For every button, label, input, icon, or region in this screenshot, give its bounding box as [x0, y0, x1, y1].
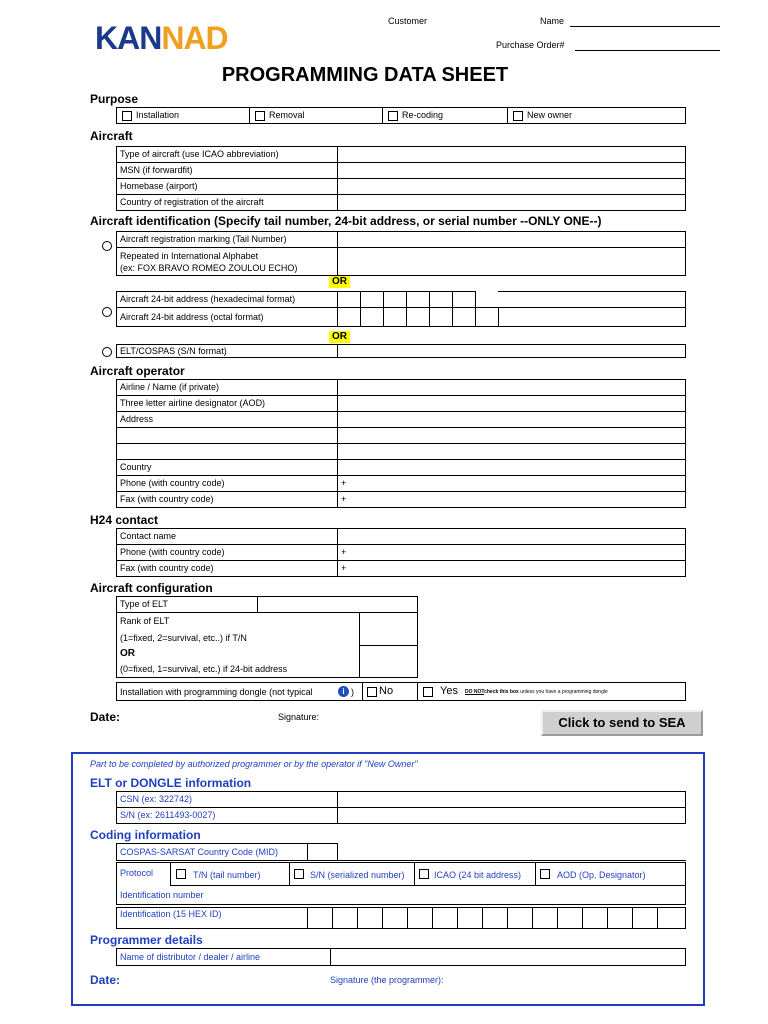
tail-number-input[interactable] — [338, 232, 686, 248]
alphabet-line-2: (ex: FOX BRAVO ROMEO ZOULOU ECHO) — [120, 263, 298, 273]
elt-table — [116, 344, 686, 358]
homebase-input[interactable] — [338, 179, 686, 195]
yes-label: Yes — [440, 685, 458, 697]
do-not-text: DO NOT — [465, 689, 485, 695]
hex-id-cell[interactable] — [407, 908, 430, 928]
purpose-removal[interactable] — [250, 108, 383, 124]
rank-line-2: (1=fixed, 2=survival, etc..) if T/N — [120, 633, 247, 643]
purpose-heading: Purpose — [90, 92, 139, 106]
row-label: Phone (with country code) — [117, 545, 338, 561]
name-label: Name — [540, 16, 565, 26]
protocol-label: Protocol — [120, 868, 154, 878]
protocol-aod-label: AOD (Op. Designator) — [557, 870, 646, 880]
address-table — [116, 291, 686, 327]
rank-24bit-input[interactable] — [359, 645, 418, 677]
or-marker-2: OR — [329, 331, 350, 343]
kannad-logo — [95, 20, 228, 63]
divider — [289, 863, 290, 885]
elt-type-table — [116, 596, 418, 613]
protocol-aod-checkbox[interactable] — [540, 869, 550, 879]
row-label: ELT/COSPAS (S/N format) — [117, 345, 338, 358]
country-input[interactable] — [338, 460, 686, 476]
aircraft-heading: Aircraft — [90, 129, 133, 143]
operator-heading: Aircraft operator — [90, 364, 185, 378]
row-label: Address — [117, 412, 338, 428]
oct-cell[interactable] — [498, 308, 686, 327]
spacer — [338, 844, 687, 861]
oct-cell[interactable] — [476, 308, 499, 327]
option-label: New owner — [527, 110, 573, 120]
warning-rest: unless you have a programming dongle — [518, 689, 608, 695]
row-label: Phone (with country code) — [117, 476, 338, 492]
option-label: Installation — [136, 110, 180, 120]
purpose-new-owner[interactable] — [508, 108, 686, 124]
alphabet-line-1: Repeated in International Alphabet — [120, 251, 259, 261]
hex-cell[interactable] — [407, 292, 430, 308]
hex-cell[interactable] — [430, 292, 453, 308]
divider — [414, 863, 415, 885]
oct-cell[interactable] — [407, 308, 430, 327]
hex-id-label: Identification (15 HEX ID) — [120, 909, 222, 919]
hex-id-cell[interactable] — [357, 908, 380, 928]
address-input-2[interactable] — [338, 428, 686, 444]
sn-input[interactable] — [338, 808, 686, 824]
elt-sn-input[interactable] — [338, 345, 686, 358]
logo-text-nad: NAD — [161, 20, 228, 56]
h24-heading: H24 contact — [90, 513, 159, 527]
oct-cell[interactable] — [384, 308, 407, 327]
option-label: Removal — [269, 110, 305, 120]
programmer-date-label: Date: — [90, 973, 121, 987]
spacer — [498, 292, 686, 308]
country-registration-input[interactable] — [338, 195, 686, 211]
mid-table — [116, 843, 686, 861]
hex-id-cell[interactable] — [582, 908, 605, 928]
hex-id-cell[interactable] — [607, 908, 630, 928]
msn-input[interactable] — [338, 163, 686, 179]
no-label: No — [379, 685, 394, 697]
rank-tn-input[interactable] — [359, 613, 418, 646]
hex-id-cell[interactable] — [457, 908, 480, 928]
h24-table — [116, 528, 686, 577]
row-label: S/N (ex: 2611493-0027) — [117, 808, 338, 824]
purpose-recoding[interactable] — [383, 108, 508, 124]
dongle-warning — [465, 689, 608, 695]
address-input[interactable] — [338, 412, 686, 428]
fax-input[interactable]: + — [338, 492, 686, 508]
hex-id-cell[interactable] — [657, 908, 680, 928]
protocol-box — [116, 862, 686, 905]
hex-id-row — [116, 907, 686, 929]
hex-id-cell[interactable] — [632, 908, 655, 928]
rank-line-1: Rank of ELT — [120, 616, 170, 626]
page-title: PROGRAMMING DATA SHEET — [221, 64, 509, 86]
protocol-options — [170, 863, 686, 886]
row-label: Name of distributor / dealer / airline — [117, 949, 331, 966]
identification-heading: Aircraft identification (Specify tail number, 24-bit address, or serial number --ONLY ONE--) — [90, 214, 602, 228]
row-label: Fax (with country code) — [117, 561, 338, 577]
divider — [362, 683, 363, 700]
row-label: Aircraft 24-bit address (octal format) — [117, 308, 338, 327]
oct-cell[interactable] — [453, 308, 476, 327]
row-label: Type of ELT — [117, 597, 258, 613]
signature-label: Signature: — [278, 712, 320, 722]
alphabet-input[interactable] — [338, 248, 686, 276]
dongle-no-checkbox[interactable] — [367, 687, 377, 697]
elt-info-table — [116, 791, 686, 824]
row-label: Country of registration of the aircraft — [117, 195, 338, 211]
aircraft-table — [116, 146, 686, 211]
address-input-3[interactable] — [338, 444, 686, 460]
row-label: Fax (with country code) — [117, 492, 338, 508]
or-marker-1: OR — [329, 276, 350, 288]
row-label: Aircraft registration marking (Tail Number) — [117, 232, 338, 248]
checkbox[interactable] — [513, 111, 523, 121]
checkbox[interactable] — [255, 111, 265, 121]
purpose-table — [116, 107, 686, 124]
row-label: Airline / Name (if private) — [117, 380, 338, 396]
dongle-close: ) — [351, 687, 354, 697]
rank-line-3: (0=fixed, 1=survival, etc.) if 24-bit address — [120, 664, 288, 674]
protocol-sn-checkbox[interactable] — [294, 869, 304, 879]
distributor-input[interactable] — [331, 949, 686, 966]
hex-id-cell[interactable] — [482, 908, 505, 928]
dongle-yes-checkbox[interactable] — [423, 687, 433, 697]
protocol-icao-checkbox[interactable] — [419, 869, 429, 879]
dongle-label: Installation with programming dongle (not typical — [120, 687, 313, 697]
elt-dongle-heading: ELT or DONGLE information — [90, 776, 252, 790]
config-heading: Aircraft configuration — [90, 581, 213, 595]
row-label — [117, 428, 338, 444]
radio-elt-cospas[interactable] — [102, 347, 112, 357]
contact-phone-input[interactable]: + — [338, 545, 686, 561]
protocol-tn-checkbox[interactable] — [176, 869, 186, 879]
programmer-heading: Programmer details — [90, 933, 203, 947]
aircraft-type-input[interactable] — [338, 147, 686, 163]
row-label: CSN (ex: 322742) — [117, 792, 338, 808]
customer-label: Customer — [388, 16, 428, 26]
phone-input[interactable]: + — [338, 476, 686, 492]
po-label: Purchase Order# — [496, 40, 565, 50]
row-label: Aircraft 24-bit address (hexadecimal format) — [117, 292, 338, 308]
protocol-sn-label: S/N (serialized number) — [310, 870, 405, 880]
divider — [417, 683, 418, 700]
row-label — [117, 444, 338, 460]
oct-cell[interactable] — [430, 308, 453, 327]
row-label: Contact name — [117, 529, 338, 545]
hex-id-cell[interactable] — [332, 908, 355, 928]
date-label: Date: — [90, 710, 121, 724]
row-label: Homebase (airport) — [117, 179, 338, 195]
hex-id-cell[interactable] — [532, 908, 555, 928]
checkbox[interactable] — [388, 111, 398, 121]
checkbox[interactable] — [122, 111, 132, 121]
alphabet-label — [117, 248, 338, 276]
contact-name-input[interactable] — [338, 529, 686, 545]
name-line[interactable] — [570, 26, 720, 27]
distributor-table — [116, 948, 686, 966]
hex-cell[interactable] — [338, 292, 361, 308]
row-label: MSN (if forwardfit) — [117, 163, 338, 179]
tail-table — [116, 231, 686, 276]
row-label: Country — [117, 460, 338, 476]
id-number-label: Identification number — [120, 890, 204, 900]
rank-box — [116, 612, 418, 678]
rank-or: OR — [120, 648, 135, 659]
protocol-tn-label: T/N (tail number) — [193, 870, 261, 880]
programmer-note: Part to be completed by authorized programmer or by the operator if "New Owner" — [90, 759, 418, 769]
contact-fax-input[interactable]: + — [338, 561, 686, 577]
dongle-row — [116, 682, 686, 701]
divider — [535, 863, 536, 885]
hex-id-cell[interactable] — [557, 908, 580, 928]
spacer — [476, 292, 499, 308]
mid-input[interactable] — [308, 844, 338, 861]
oct-cell[interactable] — [361, 308, 384, 327]
purpose-installation[interactable] — [117, 108, 250, 124]
hex-id-cell[interactable] — [432, 908, 455, 928]
send-to-sea-button[interactable]: Click to send to SEA — [541, 710, 703, 736]
hex-id-cell[interactable] — [307, 908, 330, 928]
hex-cell[interactable] — [384, 292, 407, 308]
row-label: Type of aircraft (use ICAO abbreviation) — [117, 147, 338, 163]
radio-tail-number[interactable] — [102, 241, 112, 251]
aod-input[interactable] — [338, 396, 686, 412]
csn-input[interactable] — [338, 792, 686, 808]
elt-type-input[interactable] — [258, 597, 418, 613]
coding-heading: Coding information — [90, 828, 201, 842]
logo-text-kan: KAN — [95, 20, 162, 56]
oct-cell[interactable] — [338, 308, 361, 327]
warning-text: check this box — [484, 689, 519, 695]
hex-cell[interactable] — [361, 292, 384, 308]
po-line[interactable] — [575, 50, 720, 51]
radio-24bit-address[interactable] — [102, 307, 112, 317]
row-label: Three letter airline designator (AOD) — [117, 396, 338, 412]
protocol-icao-label: ICAO (24 bit address) — [434, 870, 522, 880]
hex-id-cell[interactable] — [382, 908, 405, 928]
info-icon[interactable]: i — [338, 686, 349, 697]
option-label: Re-coding — [402, 110, 444, 120]
programmer-signature-label: Signature (the programmer): — [330, 975, 444, 985]
hex-id-cell[interactable] — [507, 908, 530, 928]
airline-input[interactable] — [338, 380, 686, 396]
operator-table — [116, 379, 686, 508]
hex-cell[interactable] — [453, 292, 476, 308]
row-label: COSPAS-SARSAT Country Code (MID) — [117, 844, 308, 861]
